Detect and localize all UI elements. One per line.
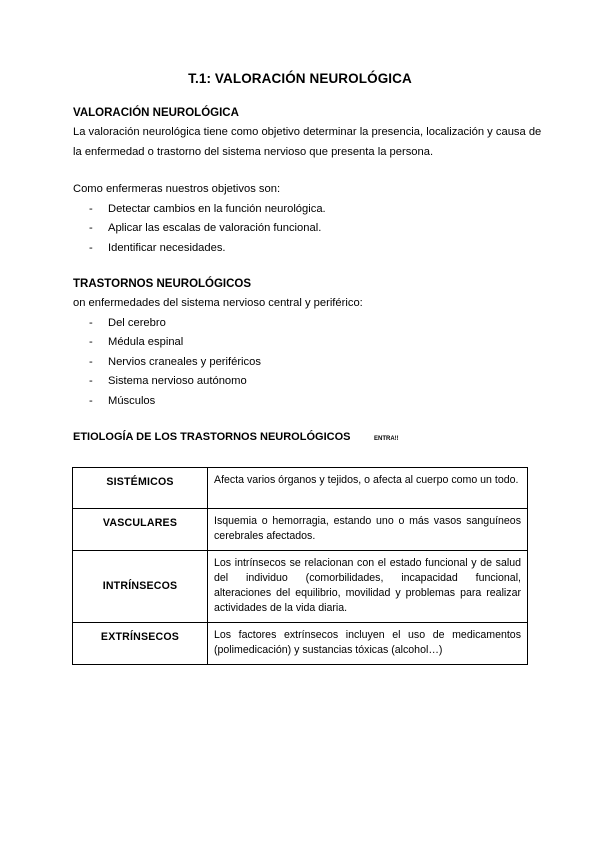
table-cell-category: VASCULARES — [73, 509, 208, 551]
section-heading-trastornos: TRASTORNOS NEUROLÓGICOS — [73, 278, 252, 290]
handwritten-note: ENTRA!! — [374, 436, 399, 442]
list-item: - Médula espinal — [73, 333, 261, 352]
table-cell-category: EXTRÍNSECOS — [73, 623, 208, 665]
table-cell-description: Afecta varios órganos y tejidos, o afecta al cuerpo como un todo. — [208, 468, 528, 509]
objectives-intro: Como enfermeras nuestros objetivos son: — [73, 183, 281, 195]
table-row — [73, 551, 528, 623]
list-item: - Músculos — [73, 392, 261, 411]
list-item: - Aplicar las escalas de valoración funcional. — [73, 219, 326, 238]
list-item: - Identificar necesidades. — [73, 239, 326, 258]
objectives-list — [73, 200, 326, 258]
list-item: - Sistema nervioso autónomo — [73, 372, 261, 391]
list-item: - Del cerebro — [73, 314, 261, 333]
table-cell-category: SISTÉMICOS — [73, 468, 208, 509]
trastornos-intro: on enfermedades del sistema nervioso central y periférico: — [73, 297, 363, 309]
table-row — [73, 509, 528, 551]
section-heading-valoracion: VALORACIÓN NEUROLÓGICA — [73, 107, 239, 119]
list-item: - Detectar cambios en la función neurológica. — [73, 200, 326, 219]
table-cell-description: Isquemia o hemorragia, estando uno o más vasos sanguíneos cerebrales afectados. — [208, 509, 528, 551]
list-item: - Nervios craneales y periféricos — [73, 353, 261, 372]
table-cell-description: Los factores extrínsecos incluyen el uso de medicamentos (polimedicación) y sustancias tóxicas (alcohol…) — [208, 623, 528, 665]
table-cell-description: Los intrínsecos se relacionan con el estado funcional y de salud del individuo (comorbilidades, incapacidad funcional, alteraciones del equilibrio, movilidad y problemas para realizar actividades de la vida diaria. — [208, 551, 528, 623]
section-heading-etiologia: ETIOLOGÍA DE LOS TRASTORNOS NEUROLÓGICOS — [73, 431, 351, 443]
table-row — [73, 468, 528, 509]
intro-paragraph: La valoración neurológica tiene como objetivo determinar la presencia, localización y causa de la enfermedad o trastorno del sistema nervioso que presenta la persona. — [73, 126, 542, 158]
etiology-table — [72, 467, 528, 665]
table-row — [73, 623, 528, 665]
trastornos-list — [73, 314, 261, 411]
page-title: T.1: VALORACIÓN NEUROLÓGICA — [188, 71, 412, 86]
table-cell-category: INTRÍNSECOS — [73, 551, 208, 623]
